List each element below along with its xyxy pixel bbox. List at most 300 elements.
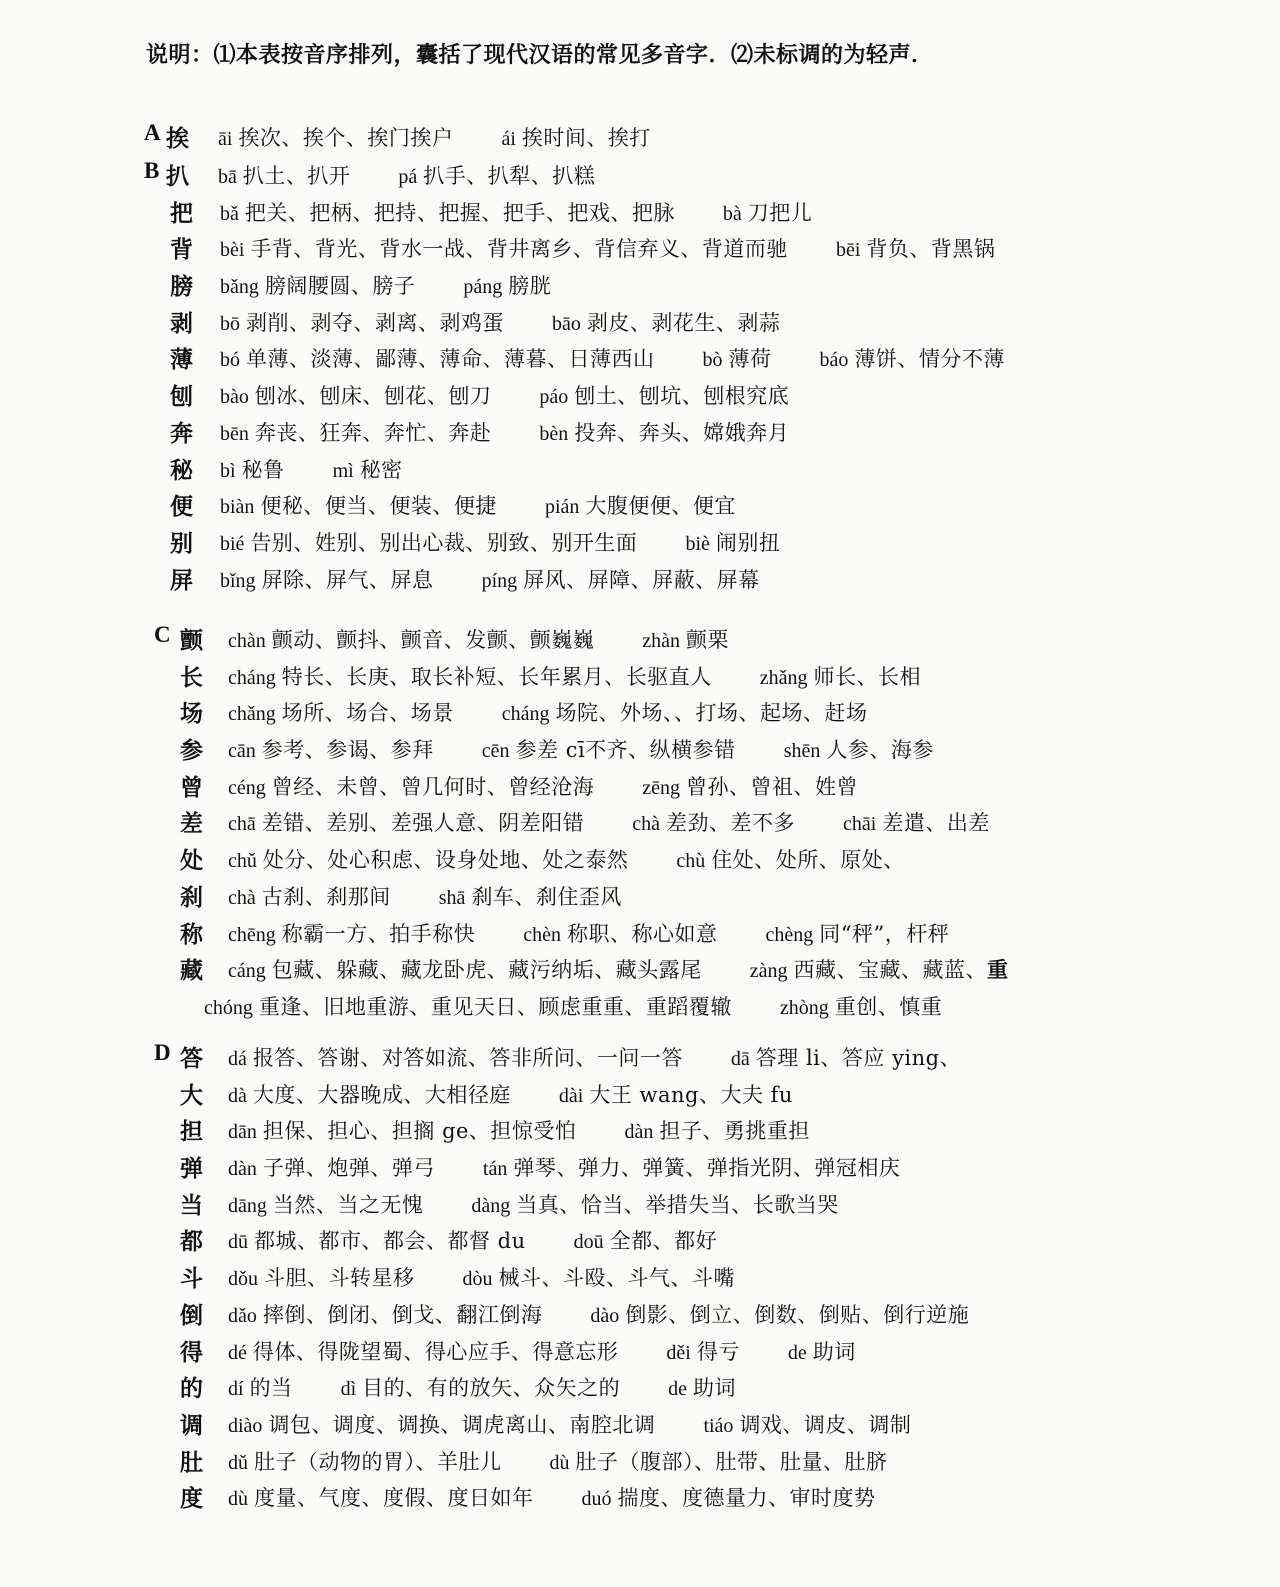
examples: 度量、气度、度假、度日如年 [254, 1486, 534, 1511]
pinyin: chèng [765, 923, 814, 946]
reading [228, 1042, 683, 1072]
entry-row-continuation [0, 987, 1280, 1024]
pinyin: tiáo [703, 1414, 734, 1437]
reading [228, 844, 628, 874]
pinyin: biàn [220, 496, 255, 519]
reading [483, 1152, 900, 1182]
entry-row [0, 1148, 1280, 1185]
pinyin: chèn [523, 923, 562, 946]
reading [539, 417, 789, 447]
pinyin: chù [676, 850, 706, 873]
pinyin: doū [573, 1231, 604, 1254]
headword: 都 [180, 1228, 203, 1256]
reading [784, 734, 934, 764]
examples: 差遣、出差 [882, 811, 990, 836]
reading [820, 343, 1005, 373]
headword: 便 [170, 493, 193, 521]
pinyin: chāi [843, 813, 877, 836]
reading [220, 454, 285, 484]
headword: 参 [180, 737, 203, 765]
examples: 报答、答谢、对答如流、答非所问、一问一答 [252, 1046, 683, 1070]
entry-row [0, 1111, 1280, 1148]
pinyin: tán [482, 1158, 508, 1181]
section-letter: B [144, 158, 160, 183]
section-c [0, 620, 1280, 1024]
examples: 古刹、刹那间 [261, 884, 391, 909]
headword: 剥 [170, 309, 193, 337]
examples: 挨次、挨个、挨门挨户 [238, 126, 454, 150]
examples: 当然、当之无愧 [272, 1192, 424, 1217]
reading [632, 807, 795, 837]
examples: 把关、把柄、把持、把握、把手、把戏、把脉 [244, 200, 675, 225]
examples: 场院、外场、、打场、起场、赶场 [555, 701, 868, 726]
examples: 薄荷 [728, 347, 772, 372]
reading [685, 527, 780, 557]
reading [228, 624, 594, 654]
pinyin: ái [501, 128, 516, 150]
reading [836, 233, 995, 263]
examples: 刹车、刹住歪风 [471, 884, 622, 909]
pinyin: dān [228, 1121, 257, 1144]
reading [750, 954, 987, 984]
reading [220, 380, 491, 410]
pinyin: bō [220, 312, 240, 335]
headword-inline: 重 [987, 957, 1009, 983]
reading [228, 1336, 618, 1366]
examples: 屏除、屏气、屏息 [261, 567, 434, 592]
examples: 斗胆、斗转星移 [264, 1266, 415, 1291]
reading [228, 1152, 435, 1182]
examples: 调包、调度、调换、调虎离山、南腔北调 [268, 1412, 656, 1437]
examples: 肚子（腹部）、肚带、肚量、肚脐 [575, 1449, 888, 1474]
readings [228, 1189, 839, 1219]
examples: 曾孙、曾祖、姓曾 [686, 774, 859, 799]
headword: 长 [180, 663, 203, 691]
examples: 屏风、屏障、屏蔽、屏幕 [523, 567, 760, 592]
headword: 的 [180, 1375, 203, 1403]
examples: 处分、处心积虑、设身处地、处之泰然 [262, 848, 629, 873]
entry-row [0, 523, 1280, 560]
pinyin: shā [438, 886, 466, 909]
examples: 担保、担心、担搁 ge、担惊受怕 [262, 1119, 577, 1144]
pinyin: pá [398, 166, 418, 188]
section-letter: C [154, 622, 171, 647]
section-b [0, 156, 1280, 596]
headword: 肚 [180, 1448, 203, 1476]
reading [574, 1225, 718, 1255]
pinyin: bèi [220, 239, 245, 262]
examples: 的当 [249, 1376, 293, 1401]
readings [204, 991, 990, 1021]
pinyin: shēn [783, 740, 821, 763]
examples: 扒土、扒开 [242, 164, 351, 188]
examples: 颤动、颤抖、颤音、发颤、颤巍巍 [271, 628, 595, 652]
pinyin: bó [220, 349, 240, 372]
examples: 闹别扭 [715, 530, 781, 555]
pinyin: dá [228, 1048, 247, 1070]
reading [666, 1336, 739, 1366]
pinyin: chǎng [228, 703, 276, 726]
readings [218, 122, 651, 152]
examples: 特长、长庚、取长补短、长年累月、长驱直人 [281, 664, 712, 689]
examples: 投奔、奔头、嫦娥奔月 [574, 420, 790, 445]
pinyin: zēng [642, 776, 681, 799]
reading [228, 661, 712, 691]
headword: 薄 [170, 346, 193, 374]
reading [471, 1189, 838, 1219]
reading [552, 307, 780, 337]
entry-row [0, 840, 1280, 877]
examples: 都城、都市、都会、都督 du [254, 1229, 526, 1254]
entry-row [0, 193, 1280, 230]
pinyin: chēng [228, 923, 276, 946]
reading [703, 343, 772, 373]
entry-row [0, 803, 1280, 840]
pinyin: chàn [228, 630, 266, 652]
examples: 膀胱 [508, 274, 552, 299]
examples: 全都、都好 [609, 1229, 718, 1254]
pinyin: dé [228, 1341, 247, 1364]
readings [228, 1262, 735, 1292]
pinyin: děi [666, 1341, 691, 1364]
reading [228, 771, 594, 801]
entry-row [0, 620, 1280, 657]
pinyin: bāo [552, 312, 581, 335]
headword: 当 [180, 1191, 203, 1219]
examples: 扒手、扒犁、扒糕 [423, 164, 596, 188]
examples: 重逢、旧地重游、重见天日、顾虑重重、重蹈覆辙 [258, 994, 732, 1019]
headword: 屏 [170, 566, 193, 594]
pinyin: céng [228, 776, 266, 799]
reading [780, 991, 942, 1021]
examples: 答理 li、答应 ying、 [755, 1046, 962, 1070]
readings [228, 918, 949, 948]
examples: 秘密 [359, 457, 403, 482]
readings [220, 564, 760, 594]
examples: 械斗、斗殴、斗气、斗嘴 [498, 1266, 735, 1291]
examples: 单薄、淡薄、鄙薄、薄命、薄暮、日薄西山 [246, 347, 655, 372]
pinyin: dǒu [228, 1268, 258, 1291]
pinyin: bié [220, 532, 245, 555]
examples: 包藏、躲藏、藏龙卧虎、藏污纳垢、藏头露尾 [271, 958, 702, 983]
pinyin: dào [590, 1304, 620, 1327]
headword: 背 [170, 236, 193, 264]
readings [220, 233, 995, 263]
entry-row [0, 303, 1280, 340]
reading [463, 270, 551, 300]
reading [218, 122, 453, 152]
entry-row [0, 1405, 1280, 1442]
readings [220, 417, 789, 447]
entry-row [0, 486, 1280, 523]
reading [843, 807, 990, 837]
headword: 颤 [180, 627, 203, 654]
reading [731, 1042, 961, 1072]
entry-row [0, 339, 1280, 376]
readings [218, 160, 595, 190]
reading [220, 197, 675, 227]
entry-row [0, 266, 1280, 303]
reading [228, 1079, 511, 1109]
readings [228, 661, 921, 691]
examples: 称职、称心如意 [567, 921, 718, 946]
headword: 担 [180, 1118, 203, 1146]
examples: 弹琴、弹力、弹簧、弹指光阴、弹冠相庆 [513, 1156, 901, 1181]
examples: 刨冰、刨床、刨花、刨刀 [254, 384, 492, 409]
pinyin: dǔ [228, 1451, 248, 1474]
examples: 告别、姓别、别出心裁、别致、别开生面 [250, 530, 638, 555]
headword: 膀 [170, 273, 193, 301]
readings [220, 380, 789, 410]
pinyin: mì [332, 459, 354, 482]
headword: 称 [180, 920, 203, 948]
examples: 子弹、炮弹、弹弓 [262, 1156, 435, 1181]
pinyin: biè [685, 532, 710, 555]
examples: 膀阔腰圆、膀子 [264, 274, 416, 299]
entry-row [0, 450, 1280, 487]
examples: 大度、大器晚成、大相径庭 [252, 1082, 511, 1107]
examples: 场所、场合、场景 [281, 701, 454, 726]
examples: 同“秤”，杆秤 [819, 921, 950, 946]
headword: 挨 [166, 125, 189, 152]
pinyin: dù [549, 1451, 570, 1474]
examples: 调戏、调皮、调制 [739, 1412, 912, 1437]
readings [228, 1446, 888, 1476]
pinyin: zhòng [779, 996, 829, 1019]
entry-row [0, 657, 1280, 694]
pinyin: bǎ [220, 202, 239, 225]
entry-row [0, 118, 1280, 155]
pinyin: dài [558, 1084, 584, 1107]
headword: 度 [180, 1485, 203, 1513]
reading [482, 734, 736, 764]
readings [228, 771, 858, 801]
reading [228, 1115, 576, 1145]
reading [228, 1299, 542, 1329]
readings [220, 527, 780, 557]
examples: 大腹便便、便宜 [585, 494, 736, 519]
readings [228, 881, 622, 911]
reading [228, 881, 391, 911]
reading [228, 918, 475, 948]
pinyin: dà [228, 1084, 247, 1107]
examples: 秘鲁 [241, 457, 285, 482]
reading [220, 233, 788, 263]
reading [624, 1115, 809, 1145]
pinyin: báo [819, 349, 849, 372]
reading [550, 1446, 888, 1476]
examples: 颤栗 [686, 628, 730, 652]
examples: 参考、参谒、参拜 [261, 738, 434, 763]
reading [228, 734, 434, 764]
readings [228, 734, 934, 764]
pinyin: páng [463, 276, 503, 299]
pinyin: dàn [624, 1121, 654, 1144]
reading [723, 197, 812, 227]
reading [220, 343, 655, 373]
pinyin: pián [544, 496, 580, 519]
readings [228, 1482, 876, 1512]
entry-row [0, 156, 1280, 193]
examples: 助词 [693, 1376, 737, 1401]
entry-row [0, 1258, 1280, 1295]
reading [482, 564, 760, 594]
pinyin: chǔ [228, 850, 257, 873]
entry-row [0, 693, 1280, 730]
entry-row [0, 730, 1280, 767]
reading [788, 1336, 856, 1366]
readings [228, 1372, 736, 1402]
headword: 藏 [180, 957, 203, 985]
entry-row [0, 413, 1280, 450]
reading [204, 991, 732, 1021]
headword: 奔 [170, 419, 193, 447]
readings [220, 490, 736, 520]
section-a [0, 118, 1280, 155]
reading [220, 307, 504, 337]
reading [228, 1372, 293, 1402]
pinyin: diào [228, 1414, 263, 1437]
headword: 得 [180, 1338, 203, 1366]
readings [220, 343, 1005, 373]
pinyin: bì [220, 459, 236, 482]
readings [228, 844, 905, 874]
pinyin: cháng [228, 666, 276, 689]
readings [228, 954, 1009, 984]
pinyin: dàn [228, 1158, 257, 1181]
reading [228, 697, 454, 727]
readings [220, 270, 551, 300]
pinyin: dàng [471, 1194, 511, 1217]
pinyin: dì [340, 1378, 357, 1401]
headword: 别 [170, 529, 193, 557]
readings [228, 1042, 961, 1072]
readings [228, 1336, 856, 1366]
entry-row [0, 1368, 1280, 1405]
headword: 调 [180, 1411, 203, 1439]
reading [676, 844, 904, 874]
examples: 手背、背光、背水一战、背井离乡、背信弃义、背道而驰 [250, 237, 788, 262]
pinyin: cáng [228, 960, 266, 983]
pinyin: zhǎng [759, 666, 808, 689]
section-letter: D [154, 1040, 171, 1065]
pinyin: dāng [228, 1194, 267, 1217]
pinyin: bèn [539, 422, 569, 445]
readings [220, 307, 780, 337]
pinyin: āi [218, 128, 233, 150]
reading [642, 771, 858, 801]
pinyin: chà [632, 813, 661, 836]
examples: 剥削、剥夺、剥离、剥鸡蛋 [246, 310, 504, 335]
pinyin: dòu [462, 1268, 493, 1291]
reading [228, 1262, 415, 1292]
examples: 剥皮、剥花生、剥蒜 [586, 310, 781, 335]
examples: 便秘、便当、便装、便捷 [260, 494, 497, 519]
reading [220, 527, 637, 557]
pinyin: páo [539, 386, 569, 409]
reading [502, 697, 868, 727]
pinyin: chā [228, 813, 256, 836]
reading [220, 417, 491, 447]
pinyin: bēi [835, 239, 861, 262]
pinyin: dí [228, 1378, 244, 1401]
pinyin: cēn [481, 740, 510, 763]
examples: 称霸一方、拍手称快 [281, 921, 476, 946]
reading [333, 454, 403, 484]
reading [523, 918, 717, 948]
reading [463, 1262, 736, 1292]
instructions-note: 说明：⑴本表按音序排列，囊括了现代汉语的常见多音字．⑵未标调的为轻声． [146, 42, 934, 68]
headword: 刹 [180, 883, 203, 911]
reading [218, 160, 350, 190]
examples: 刀把儿 [747, 200, 813, 225]
reading [439, 881, 622, 911]
reading [228, 954, 702, 984]
pinyin: bò [702, 349, 723, 372]
examples: 师长、长相 [813, 664, 922, 689]
reading [703, 1409, 911, 1439]
examples: 得亏 [696, 1339, 740, 1364]
examples: 助词 [812, 1339, 856, 1364]
pinyin: dù [228, 1488, 248, 1511]
entry-row [0, 1221, 1280, 1258]
entry-row [0, 1442, 1280, 1479]
reading [559, 1079, 793, 1109]
headword: 曾 [180, 773, 203, 801]
headword: 把 [170, 199, 193, 227]
examples: 大王 wang、大夫 fu [589, 1082, 793, 1107]
headword: 刨 [170, 383, 193, 411]
headword: 答 [180, 1045, 203, 1072]
readings [228, 624, 729, 654]
entry-row [0, 1075, 1280, 1112]
pinyin: bà [722, 202, 742, 225]
entry-row [0, 914, 1280, 951]
entry-row [0, 877, 1280, 914]
reading [501, 122, 650, 152]
readings [228, 1299, 969, 1329]
pinyin: de [787, 1341, 807, 1364]
reading [228, 1189, 423, 1219]
reading [642, 624, 729, 654]
reading [220, 564, 434, 594]
reading [228, 1482, 534, 1512]
pinyin: dā [730, 1048, 750, 1070]
reading [668, 1372, 736, 1402]
readings [228, 1152, 900, 1182]
examples: 肚子（动物的胃）、羊肚儿 [254, 1449, 502, 1474]
entry-row [0, 229, 1280, 266]
section-letter: A [144, 120, 161, 145]
headword: 弹 [180, 1155, 203, 1183]
headword: 秘 [170, 456, 193, 484]
entry-row [0, 1332, 1280, 1369]
examples: 薄饼、情分不薄 [854, 347, 1005, 372]
examples: 参差 cī不齐、纵横参错 [515, 738, 736, 763]
reading [228, 1225, 526, 1255]
reading [760, 661, 921, 691]
reading [341, 1372, 621, 1402]
examples: 揣度、度德量力、审时度势 [617, 1486, 876, 1511]
readings [228, 1115, 810, 1145]
reading [220, 490, 497, 520]
entry-row [0, 1185, 1280, 1222]
pinyin: píng [481, 569, 518, 592]
headword: 扒 [166, 163, 189, 190]
headword: 大 [180, 1081, 203, 1109]
entry-row [0, 1478, 1280, 1515]
examples: 曾经、未曾、曾几何时、曾经沧海 [271, 774, 595, 799]
